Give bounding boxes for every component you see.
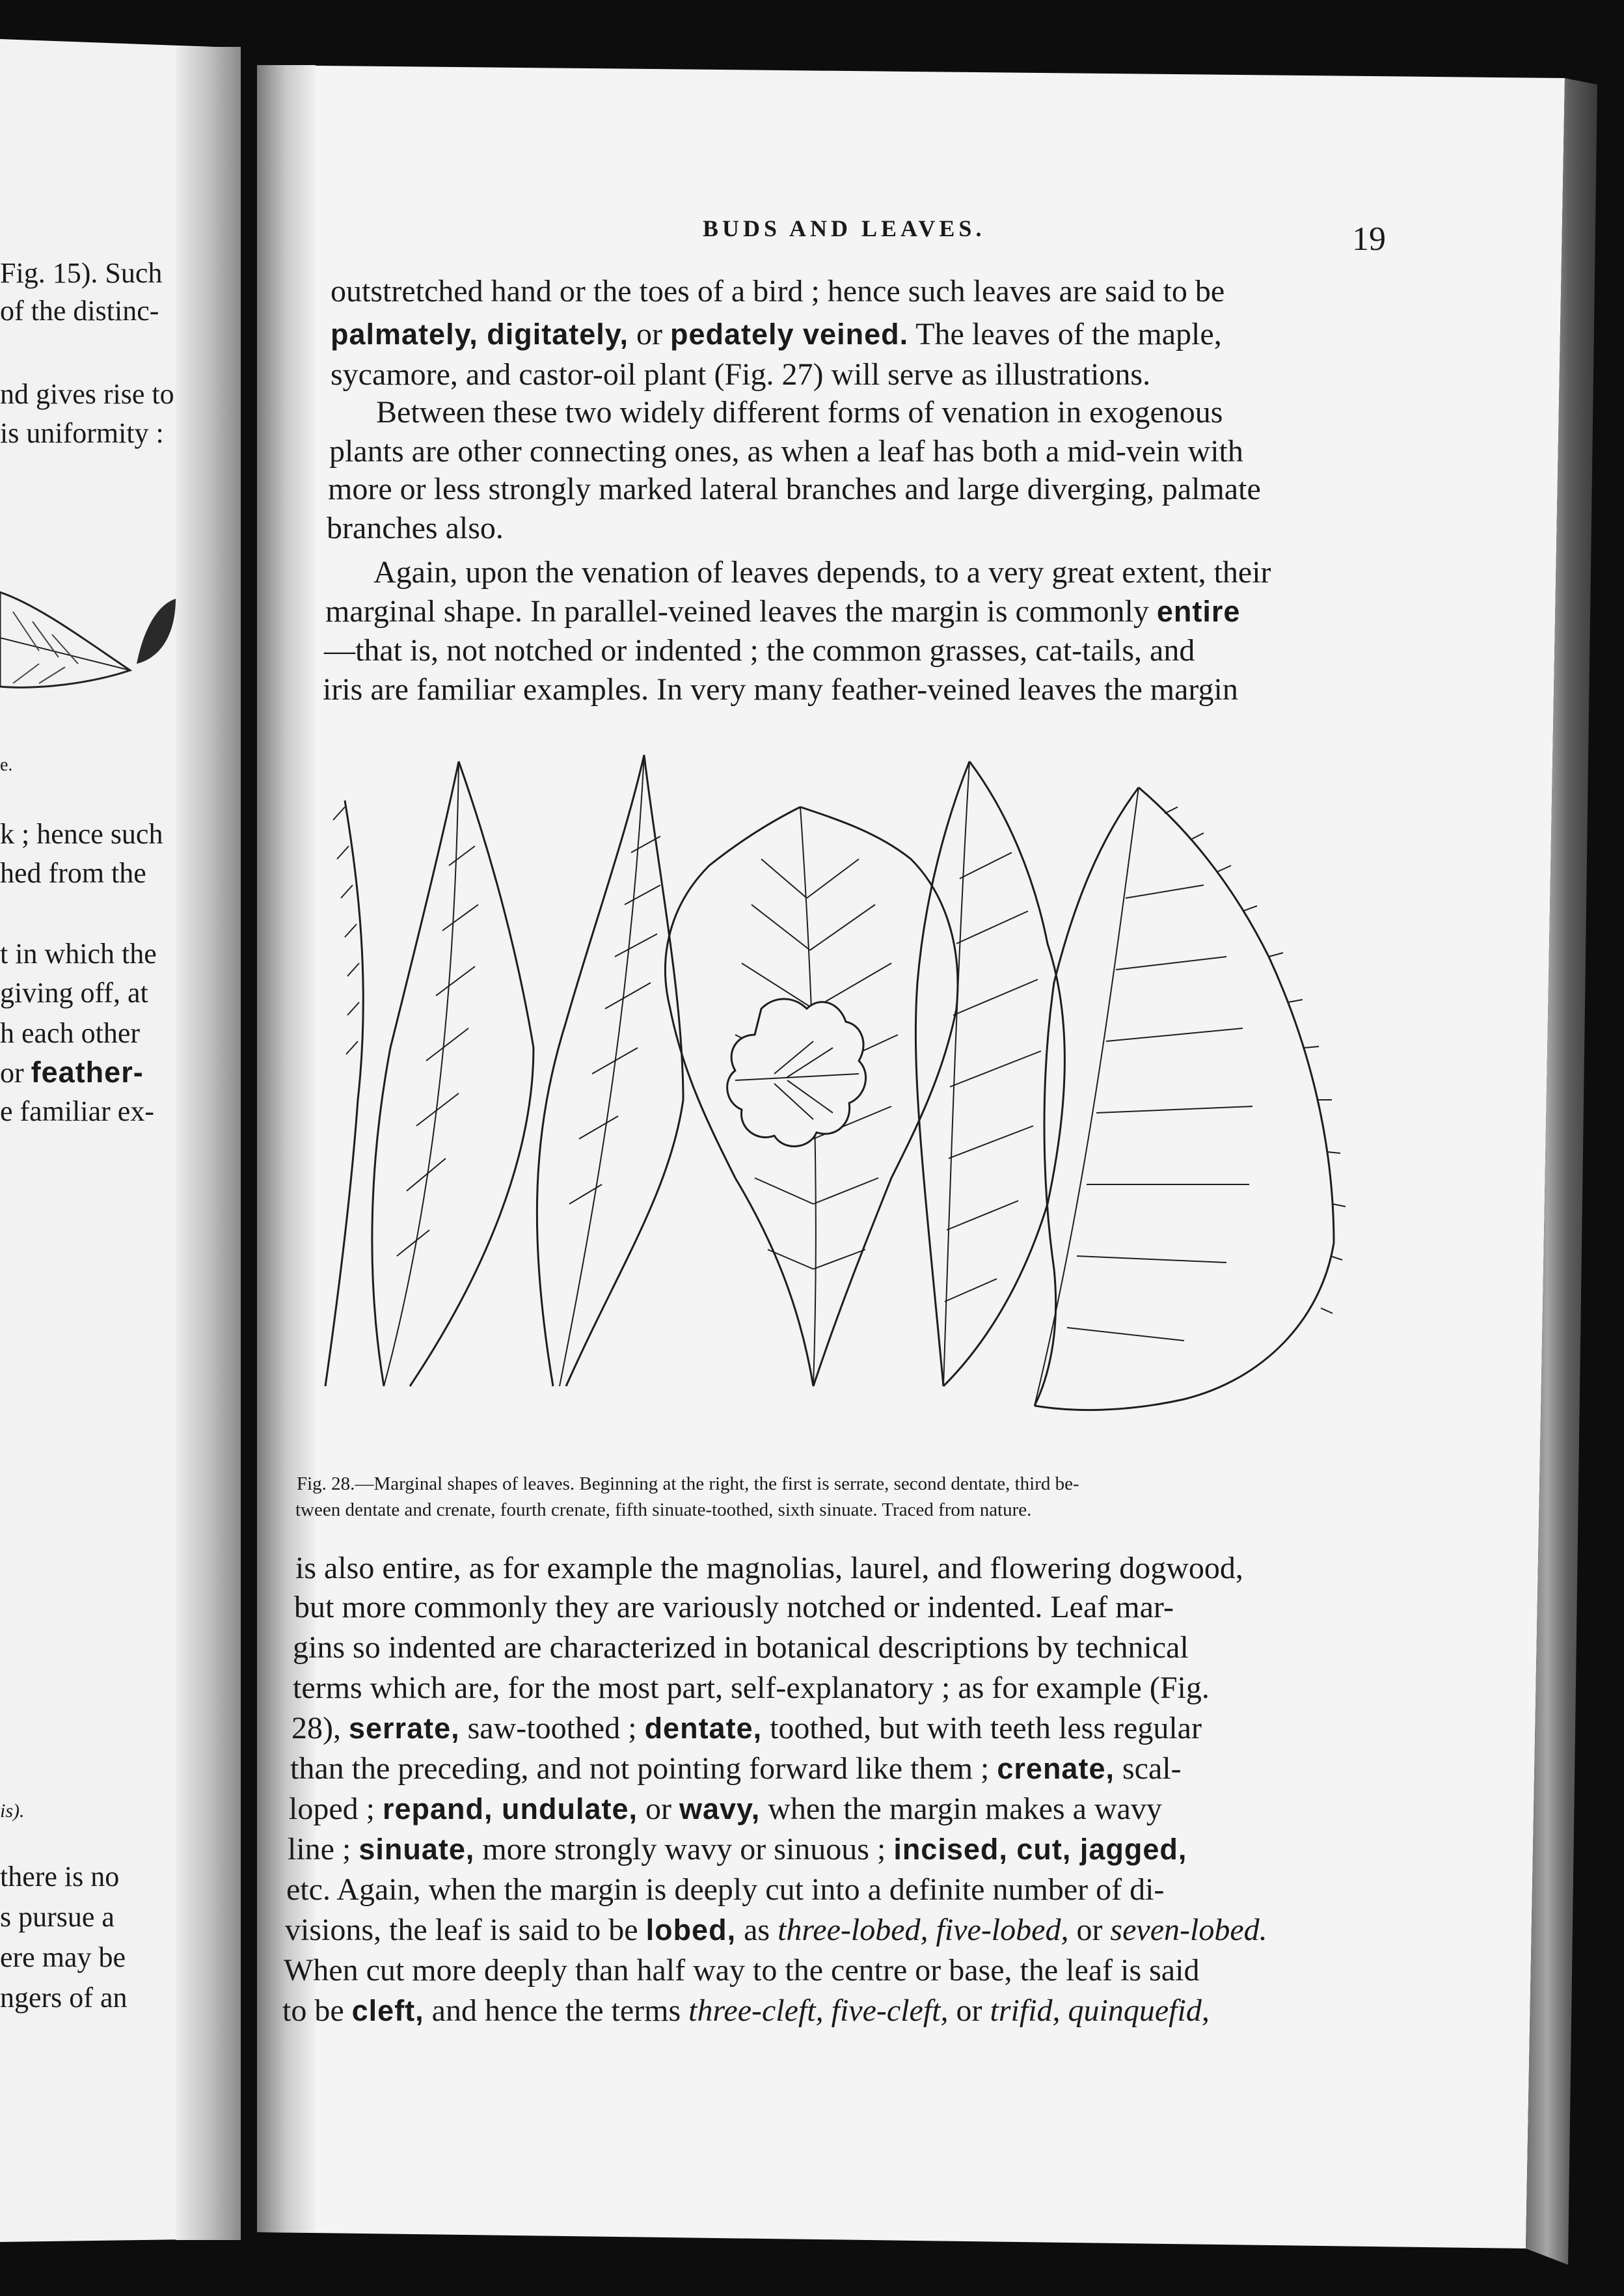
- caption-line: Fig. 28.—Marginal shapes of leaves. Beginning at the right, the first is serrate, second dentate, third be-: [297, 1473, 1079, 1494]
- left-line: s pursue a: [0, 1901, 115, 1933]
- leaf-serrate: [1035, 787, 1346, 1410]
- text-line: outstretched hand or the toes of a bird ; hence such leaves are said to be: [331, 274, 1225, 308]
- text-line: iris are familiar examples. In very many feather-veined leaves the margin: [323, 672, 1238, 707]
- left-line: is).: [0, 1800, 25, 1822]
- text-line: more or less strongly marked lateral branches and large diverging, palmate: [328, 472, 1261, 506]
- text-line: terms which are, for the most part, self-explanatory ; as for example (Fig.: [293, 1671, 1210, 1705]
- text-line: Between these two widely different forms of venation in exogenous: [376, 395, 1223, 430]
- text-line: but more commonly they are variously notched or indented. Leaf mar-: [294, 1590, 1174, 1624]
- page-number: 19: [1352, 221, 1386, 258]
- figure-28-leaf-margins: [319, 735, 1353, 1477]
- leaf-crenate: [537, 755, 683, 1386]
- left-line: giving off, at: [0, 977, 148, 1009]
- left-line: hed from the: [0, 857, 146, 889]
- leaf-dentate-crenate: [666, 807, 958, 1386]
- text-line: —that is, not notched or indented ; the common grasses, cat-tails, and: [324, 633, 1195, 668]
- text-line: sycamore, and castor-oil plant (Fig. 27) will serve as illustrations.: [331, 357, 1151, 392]
- left-line: e familiar ex-: [0, 1095, 154, 1127]
- text-line: branches also.: [327, 511, 504, 545]
- leaf-sinuate-toothed: [372, 761, 534, 1386]
- left-leaf-illustration: [0, 573, 195, 729]
- text-line: marginal shape. In parallel-veined leaves the margin is commonly entire: [325, 594, 1241, 629]
- text-line: etc. Again, when the margin is deeply cut into a definite number of di-: [286, 1872, 1165, 1907]
- text-line: than the preceding, and not pointing forward like them ; crenate, scal-: [290, 1751, 1182, 1786]
- left-line: ere may be: [0, 1941, 126, 1973]
- text-line: gins so indented are characterized in botanical descriptions by technical: [293, 1630, 1189, 1665]
- left-line: h each other: [0, 1017, 140, 1049]
- text-line: Again, upon the venation of leaves depends, to a very great extent, their: [373, 555, 1271, 590]
- text-line: is also entire, as for example the magnolias, laurel, and flowering dogwood,: [295, 1551, 1243, 1585]
- caption-line: tween dentate and crenate, fourth crenate, fifth sinuate-toothed, sixth sinuate. Traced from nature.: [295, 1499, 1032, 1520]
- text-line: line ; sinuate, more strongly wavy or sinuous ; incised, cut, jagged,: [288, 1832, 1187, 1866]
- left-line: of the distinc-: [0, 295, 159, 327]
- text-line: palmately, digitately, or pedately veined. The leaves of the maple,: [331, 317, 1222, 351]
- text-line: 28), serrate, saw-toothed ; dentate, toothed, but with teeth less regular: [291, 1711, 1202, 1745]
- left-line-bold: or feather-: [0, 1056, 144, 1089]
- running-head: BUDS AND LEAVES.: [703, 215, 986, 241]
- text-line: When cut more deeply than half way to the centre or base, the leaf is said: [284, 1953, 1200, 1988]
- left-line: Fig. 15). Such: [0, 257, 163, 289]
- left-line: k ; hence such: [0, 818, 163, 850]
- left-line: t in which the: [0, 938, 157, 970]
- text-line: loped ; repand, undulate, or wavy, when the margin makes a wavy: [289, 1792, 1162, 1826]
- left-line: there is no: [0, 1861, 120, 1893]
- text-line: visions, the leaf is said to be lobed, as three-lobed, five-lobed, or seven-lobed.: [285, 1913, 1267, 1947]
- left-line: e.: [0, 755, 13, 775]
- leaf-sinuate: [325, 800, 363, 1386]
- text-line: plants are other connecting ones, as when a leaf has both a mid-vein with: [329, 434, 1243, 469]
- left-line: nd gives rise to: [0, 378, 174, 410]
- left-line: is uniformity :: [0, 417, 164, 449]
- text-line: to be cleft, and hence the terms three-cleft, five-cleft, or trifid, quinquefid,: [282, 1993, 1210, 2028]
- left-line: ngers of an: [0, 1982, 128, 2014]
